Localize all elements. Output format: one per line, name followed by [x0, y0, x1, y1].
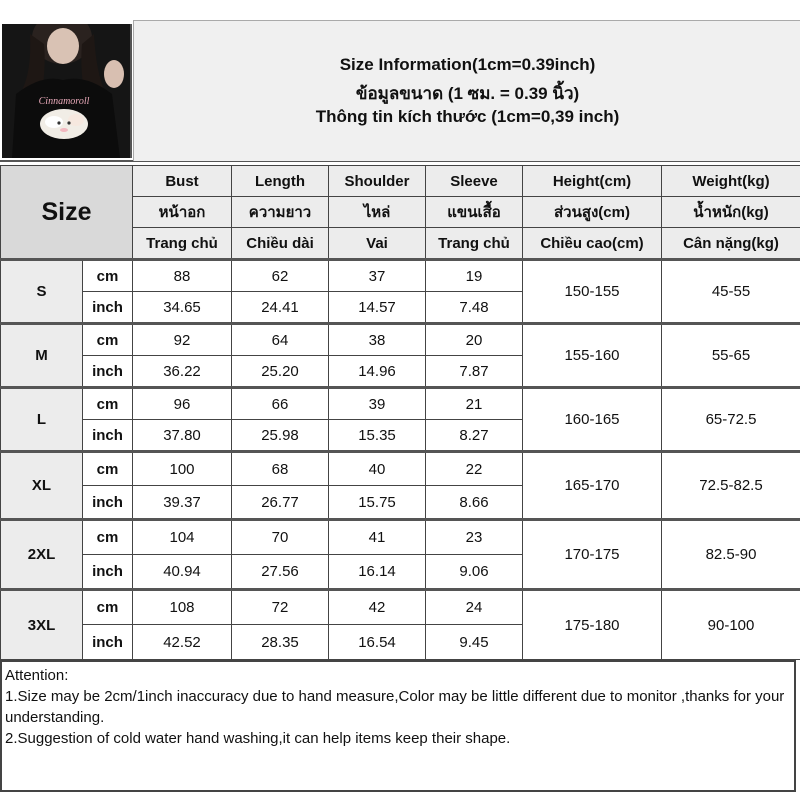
col-header-sleeve-vi: Trang chủ: [426, 228, 523, 260]
sleeve-inch: 7.87: [426, 356, 523, 388]
table-row: [1, 452, 800, 486]
col-header-bust: Bust: [133, 166, 232, 197]
col-header-weight-th: น้ำหนัก(kg): [662, 197, 800, 228]
sleeve-inch: 8.27: [426, 420, 523, 452]
shoulder-inch: 15.75: [329, 486, 426, 520]
unit-inch: inch: [83, 356, 133, 388]
length-inch: 28.35: [232, 625, 329, 660]
title-english: Size Information(1cm=0.39inch): [339, 55, 596, 74]
bust-inch: 34.65: [133, 292, 232, 324]
col-header-height-th: ส่วนสูง(cm): [523, 197, 662, 228]
shoulder-cm: 40: [329, 452, 426, 486]
size-label: XL: [1, 452, 83, 520]
length-inch: 24.41: [232, 292, 329, 324]
unit-cm: cm: [83, 324, 133, 356]
sleeve-cm: 20: [426, 324, 523, 356]
length-inch: 26.77: [232, 486, 329, 520]
col-header-shoulder: Shoulder: [329, 166, 426, 197]
title-thai: ข้อมูลขนาด (1 ซม. = 0.39 นิ้ว): [355, 84, 580, 103]
bust-inch: 37.80: [133, 420, 232, 452]
size-header: Size: [1, 166, 133, 260]
header-row-en: [1, 166, 800, 197]
bust-inch: 36.22: [133, 356, 232, 388]
title-vietnamese: Thông tin kích thước (1cm=0,39 inch): [315, 107, 620, 126]
length-inch: 25.20: [232, 356, 329, 388]
table-row: [1, 260, 800, 292]
table-row: [1, 324, 800, 356]
sleeve-cm: 22: [426, 452, 523, 486]
product-photo: [2, 24, 132, 158]
title-box: [133, 20, 800, 161]
shoulder-inch: 16.14: [329, 555, 426, 590]
unit-inch: inch: [83, 292, 133, 324]
height-range: 165-170: [523, 452, 662, 520]
height-range: 150-155: [523, 260, 662, 324]
bust-cm: 88: [133, 260, 232, 292]
shoulder-cm: 42: [329, 590, 426, 625]
sleeve-inch: 9.45: [426, 625, 523, 660]
shoulder-inch: 14.57: [329, 292, 426, 324]
height-range: 175-180: [523, 590, 662, 660]
length-cm: 66: [232, 388, 329, 420]
attention-line-2: 2.Suggestion of cold water hand washing,it can help items keep their shape.: [5, 730, 511, 747]
unit-inch: inch: [83, 555, 133, 590]
unit-cm: cm: [83, 590, 133, 625]
length-cm: 68: [232, 452, 329, 486]
sleeve-inch: 7.48: [426, 292, 523, 324]
length-cm: 64: [232, 324, 329, 356]
sleeve-inch: 9.06: [426, 555, 523, 590]
shoulder-cm: 37: [329, 260, 426, 292]
col-header-bust-th: หน้าอก: [133, 197, 232, 228]
size-label: S: [1, 260, 83, 324]
sleeve-cm: 21: [426, 388, 523, 420]
height-range: 155-160: [523, 324, 662, 388]
weight-range: 82.5-90: [662, 520, 800, 590]
weight-range: 55-65: [662, 324, 800, 388]
shoulder-cm: 38: [329, 324, 426, 356]
weight-range: 90-100: [662, 590, 800, 660]
size-table: [0, 165, 800, 660]
table-row: [1, 520, 800, 555]
col-header-height: Height(cm): [523, 166, 662, 197]
col-header-shoulder-vi: Vai: [329, 228, 426, 260]
size-label: L: [1, 388, 83, 452]
sleeve-cm: 19: [426, 260, 523, 292]
size-label: M: [1, 324, 83, 388]
col-header-length-th: ความยาว: [232, 197, 329, 228]
unit-inch: inch: [83, 420, 133, 452]
unit-cm: cm: [83, 388, 133, 420]
bust-inch: 42.52: [133, 625, 232, 660]
bust-cm: 92: [133, 324, 232, 356]
sleeve-inch: 8.66: [426, 486, 523, 520]
shoulder-inch: 14.96: [329, 356, 426, 388]
attention-notes: [0, 660, 796, 792]
table-row: [1, 388, 800, 420]
length-cm: 70: [232, 520, 329, 555]
length-inch: 27.56: [232, 555, 329, 590]
length-cm: 72: [232, 590, 329, 625]
product-photo-illustration: [2, 24, 130, 158]
shoulder-cm: 41: [329, 520, 426, 555]
shoulder-inch: 15.35: [329, 420, 426, 452]
bust-cm: 100: [133, 452, 232, 486]
table-row: [1, 590, 800, 625]
unit-inch: inch: [83, 625, 133, 660]
weight-range: 45-55: [662, 260, 800, 324]
bust-cm: 104: [133, 520, 232, 555]
bust-cm: 108: [133, 590, 232, 625]
col-header-sleeve: Sleeve: [426, 166, 523, 197]
height-range: 160-165: [523, 388, 662, 452]
col-header-sleeve-th: แขนเสื้อ: [426, 197, 523, 228]
bust-inch: 40.94: [133, 555, 232, 590]
unit-cm: cm: [83, 452, 133, 486]
col-header-bust-vi: Trang chủ: [133, 228, 232, 260]
attention-heading: Attention:: [5, 667, 69, 684]
shoulder-cm: 39: [329, 388, 426, 420]
bust-cm: 96: [133, 388, 232, 420]
unit-inch: inch: [83, 486, 133, 520]
col-header-shoulder-th: ไหล่: [329, 197, 426, 228]
weight-range: 65-72.5: [662, 388, 800, 452]
header-band: [0, 0, 800, 162]
length-cm: 62: [232, 260, 329, 292]
weight-range: 72.5-82.5: [662, 452, 800, 520]
col-header-weight-vi: Cân nặng(kg): [662, 228, 800, 260]
size-label: 2XL: [1, 520, 83, 590]
col-header-length-vi: Chiều dài: [232, 228, 329, 260]
sleeve-cm: 23: [426, 520, 523, 555]
unit-cm: cm: [83, 520, 133, 555]
shoulder-inch: 16.54: [329, 625, 426, 660]
unit-cm: cm: [83, 260, 133, 292]
photo-print-text: Cinnamoroll: [38, 96, 90, 107]
bust-inch: 39.37: [133, 486, 232, 520]
attention-line-1: 1.Size may be 2cm/1inch inaccuracy due to hand measure,Color may be little different due to monitor ,thanks for your understanding.: [5, 688, 785, 726]
col-header-height-vi: Chiều cao(cm): [523, 228, 662, 260]
height-range: 170-175: [523, 520, 662, 590]
size-label: 3XL: [1, 590, 83, 660]
length-inch: 25.98: [232, 420, 329, 452]
sleeve-cm: 24: [426, 590, 523, 625]
col-header-length: Length: [232, 166, 329, 197]
col-header-weight: Weight(kg): [662, 166, 800, 197]
